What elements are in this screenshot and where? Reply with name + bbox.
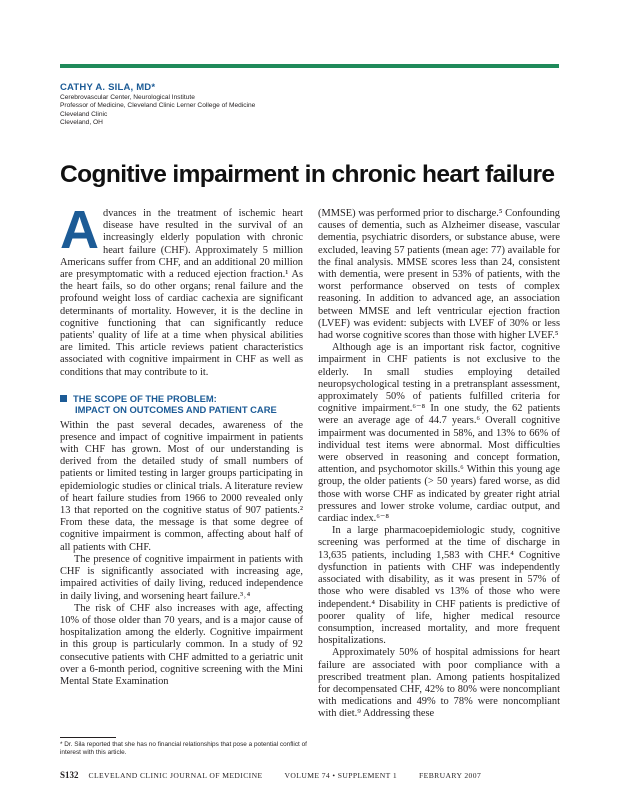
affiliation-line: Cleveland, OH [60,119,103,127]
header-rule [60,64,559,68]
body-paragraph: Within the past several decades, awareness of the presence and impact of cognitive impairment in patients with CHF has grown. Most of our understanding is derived from the detailed study of small numbers of patients or limited testing in larger groups participating in epidemiologic studies or clinical trials. A literature review of heart failure studies from 1966 to 2000 revealed only 13 that reported on the cognitive status of 907 patients.² From these data, the message is that some degree of cognitive impairment is common, affecting about half of all patients with CHF. [60,419,303,553]
body-paragraph: Approximately 50% of hospital admissions for heart failure are associated with poor compliance with a prescribed treatment plan. Among patients hospitalized for decompensated CHF, 42% to 80% were noncompliant with medications and 49% to 78% were noncompliant with diet.⁹ Addressing these [318,647,560,720]
page-footer [60,770,481,780]
body-paragraph: (MMSE) was performed prior to discharge.⁵ Confounding causes of dementia, such as Alzheimer disease, vascular dementia, psychiatric disorders, or substance abuse, were excluded, leaving 57 patients (mean age: 77) available for the final analysis. MMSE scores less than 24, consistent with dementia, were present in 53% of patients, with the worst performance observed on tests of complex reasoning. In addition to advanced age, an association between MMSE and left ventricular ejection fraction (LVEF) was evident: subjects with LVEF of 30% or less had worse cognitive scores than those with higher LVEF.⁵ [318,208,560,342]
volume-info: VOLUME 74 • SUPPLEMENT 1 [284,771,398,780]
affiliation-line: Professor of Medicine, Cleveland Clinic Lerner College of Medicine [60,102,256,110]
body-paragraph: In a large pharmacoepidemiologic study, cognitive screening was performed at the time of discharge in 13,635 patients, including 1,583 with CHF.⁴ Cognitive dysfunction in patients with CHF was independently associated with disability, as it was present in 57% of those who were disabled vs 13% of those who were independent.⁴ Disability in CHF patients is predictive of poorer quality of life, higher medical resource consumption, increased mortality, and more frequent hospitalizations. [318,525,560,647]
footnote-rule [60,737,116,738]
section-heading-line-2: IMPACT ON OUTCOMES AND PATIENT CARE [75,404,277,416]
intro-paragraph [60,200,303,379]
affiliation-line: Cerebrovascular Center, Neurological Institute [60,94,195,101]
author-name: CATHY A. SILA, MD* [60,82,156,93]
journal-name: CLEVELAND CLINIC JOURNAL OF MEDICINE [88,771,263,780]
section-heading [60,393,303,416]
article-title: Cognitive impairment in chronic heart failure [60,161,555,188]
affiliation-line: Cleveland Clinic [60,110,108,118]
footnote: * Dr. Sila reported that she has no financial relationships that pose a potential conflict of interest with this article. [60,741,307,757]
intro-text: dvances in the treatment of ischemic heart disease have resulted in the survival of an increasingly elderly population with chronic heart failure (CHF). Approximately 5 million Americans suffer from CHF, and an additional 20 million are presymptomatic with a reduced ejection fraction.¹ As the heart fails, so do other organs; renal failure and the profound weight loss of cardiac cachexia are significant determinants of mortality. However, it is the decline in cognitive functioning that can significantly reduce patients' quality of life at a time when physical abilities are limited. This article reviews patient characteristics associated with cognitive impairment in CHF as well as conditions that may contribute to it. [60,208,303,378]
body-paragraph: The presence of cognitive impairment in patients with CHF is significantly associated with increasing age, impaired activities of daily living, reduced independence in daily living, and worsening heart failure.³˒⁴ [60,553,303,602]
drop-cap: A [60,200,99,260]
section-heading-line-1: THE SCOPE OF THE PROBLEM: [73,392,217,404]
page-number: S132 [60,770,79,780]
body-paragraph: Although age is an important risk factor, cognitive impairment in CHF patients is not exclusive to the elderly. In small studies employing detailed neuropsychological testing in a pretransplant assessment, approximately 50% of patients fulfilled criteria for cognitive impairment.⁶⁻⁸ In one study, the 62 patients were an average age of 44.7 years.⁶ Overall cognitive impairment was documented in 58%, and 13% to 66% of individual test items were abnormal. Most difficulties were observed in reasoning and concept formation, attention, and psychomotor skills.⁶ Within this young age group, the older patients (> 50 years) fared worse, as did those with worse CHF as indicated by greater right atrial pressures and lower stroke volume, cardiac output, and cardiac index.⁶⁻⁸ [318,342,560,525]
author-block [60,82,460,128]
square-bullet-icon [60,395,67,402]
right-column [318,208,560,721]
body-paragraph: The risk of CHF also increases with age, affecting 10% of those older than 70 years, and is a major cause of hospitalization among the elderly. Cognitive impairment in this group is particularly common. In a study of 92 consecutive patients with CHF admitted to a geriatric unit over a 6-month period, cognitive screening with the Mini Mental State Examination [60,602,303,687]
issue-date: FEBRUARY 2007 [419,771,482,780]
left-column [60,200,303,688]
